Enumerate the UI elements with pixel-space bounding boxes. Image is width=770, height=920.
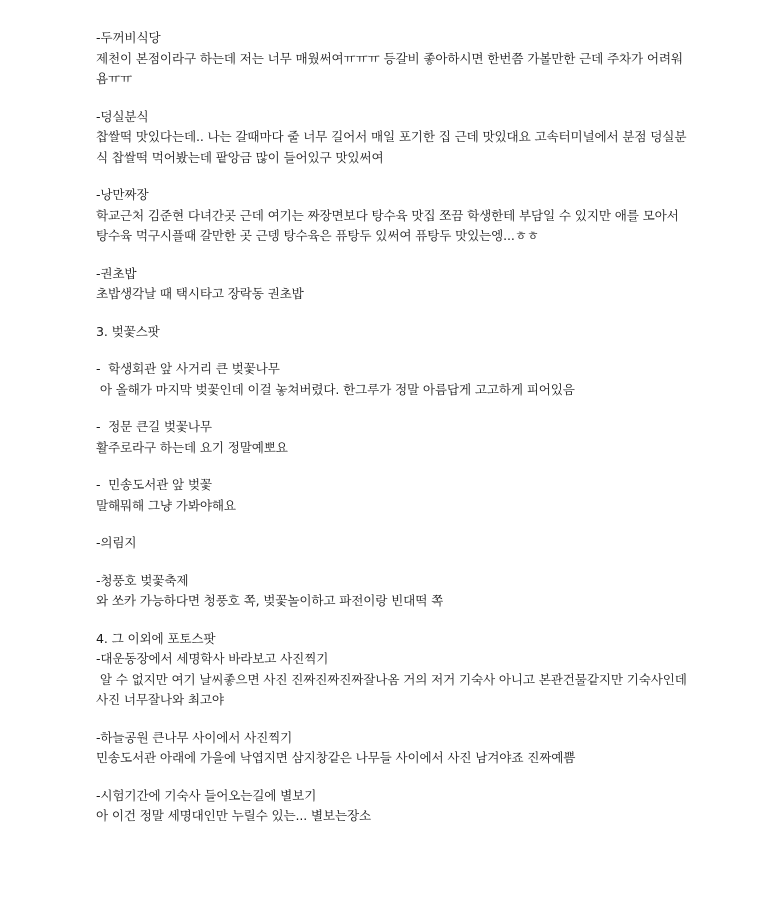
text-line: -권초밥 bbox=[96, 265, 137, 281]
text-line: - 민송도서관 앞 벚꽃 bbox=[96, 477, 212, 492]
text-line: -두꺼비식당 bbox=[96, 30, 161, 45]
text-line: 와 쏘카 가능하다면 청풍호 쪽, 벚꽃놀이하고 파전이랑 빈대떡 쪽 bbox=[96, 593, 444, 608]
section-heading-block bbox=[96, 629, 692, 711]
text-line: 알 수 없지만 여기 날씨좋으면 사진 진짜진짜진짜잘나옴 거의 저거 기숙사 아니고 본관건물같지만 기숙사인데 사진 너무잘나와 최고야 bbox=[96, 671, 691, 707]
section-heading: 4. 그 이외에 포토스팟 bbox=[96, 630, 216, 646]
text-line: 아 이건 정말 세명대인만 누릴수 있는... 별보는장소 bbox=[96, 808, 371, 823]
section-heading: 3. 벚꽃스팟 bbox=[96, 323, 160, 339]
text-block bbox=[96, 533, 692, 554]
text-line: 찹쌀떡 맛있다는데.. 나는 갈때마다 줄 너무 길어서 매일 포기한 집 근데 맛있대요 고속터미널에서 분점 덩실분식 찹쌀떡 먹어봤는데 팥앙금 많이 들어있구 맛있써여 bbox=[96, 129, 687, 165]
text-line: -시험기간에 기숙사 들어오는길에 별보기 bbox=[96, 787, 317, 803]
text-line: 제천이 본점이라구 하는데 저는 너무 매웠써여ㅠㅠㅠ 등갈비 좋아하시면 한번쯤 가볼만한 근데 주차가 어려워욤ㅠㅠ bbox=[96, 50, 683, 86]
text-line: -하늘공원 큰나무 사이에서 사진찍기 bbox=[96, 729, 293, 745]
text-line: 학교근처 김준현 다녀간곳 근데 여기는 짜장면보다 탕수육 맛집 쪼끔 학생한테 부담일 수 있지만 애를 모아서 탕수육 먹구시플때 갈만한 곳 근뎅 탕수육은 퓨탕두 있써여 퓨탕두 맛있는엥...ㅎㅎ bbox=[96, 207, 683, 243]
text-block bbox=[96, 728, 692, 769]
text-block bbox=[96, 28, 692, 90]
text-line: -낭만짜장 bbox=[96, 187, 149, 202]
text-block bbox=[96, 417, 692, 458]
text-line: 활주로라구 하는데 요기 정말예뽀요 bbox=[96, 439, 288, 455]
text-block bbox=[96, 359, 692, 400]
text-block bbox=[96, 107, 692, 169]
text-line: 초밥생각날 때 택시타고 장락동 권초밥 bbox=[96, 286, 304, 301]
text-block bbox=[96, 264, 692, 305]
text-line: -청풍호 벚꽃축제 bbox=[96, 572, 189, 588]
text-line: 말해뭐해 그냥 가봐야해요 bbox=[96, 497, 236, 513]
text-line: -의림지 bbox=[96, 535, 137, 550]
text-block bbox=[96, 475, 692, 516]
text-line: -덩실분식 bbox=[96, 108, 149, 124]
text-line: 아 올해가 마지막 벚꽃인데 이걸 놓쳐버렸다. 한그루가 정말 아름답게 고고하게 피어있음 bbox=[96, 381, 575, 397]
text-line: -대운동장에서 세명학사 바라보고 사진찍기 bbox=[96, 651, 329, 666]
text-block bbox=[96, 571, 692, 612]
text-line: 민송도서관 아래에 가을에 낙엽지면 삼지창같은 나무들 사이에서 사진 남겨야죠 진짜예쁨 bbox=[96, 750, 576, 765]
text-line: - 학생회관 앞 사거리 큰 벚꽃나무 bbox=[96, 361, 280, 376]
text-block bbox=[96, 185, 692, 247]
text-block bbox=[96, 786, 692, 827]
section-heading-block bbox=[96, 322, 692, 343]
text-line: - 정문 큰길 벚꽃나무 bbox=[96, 419, 212, 434]
